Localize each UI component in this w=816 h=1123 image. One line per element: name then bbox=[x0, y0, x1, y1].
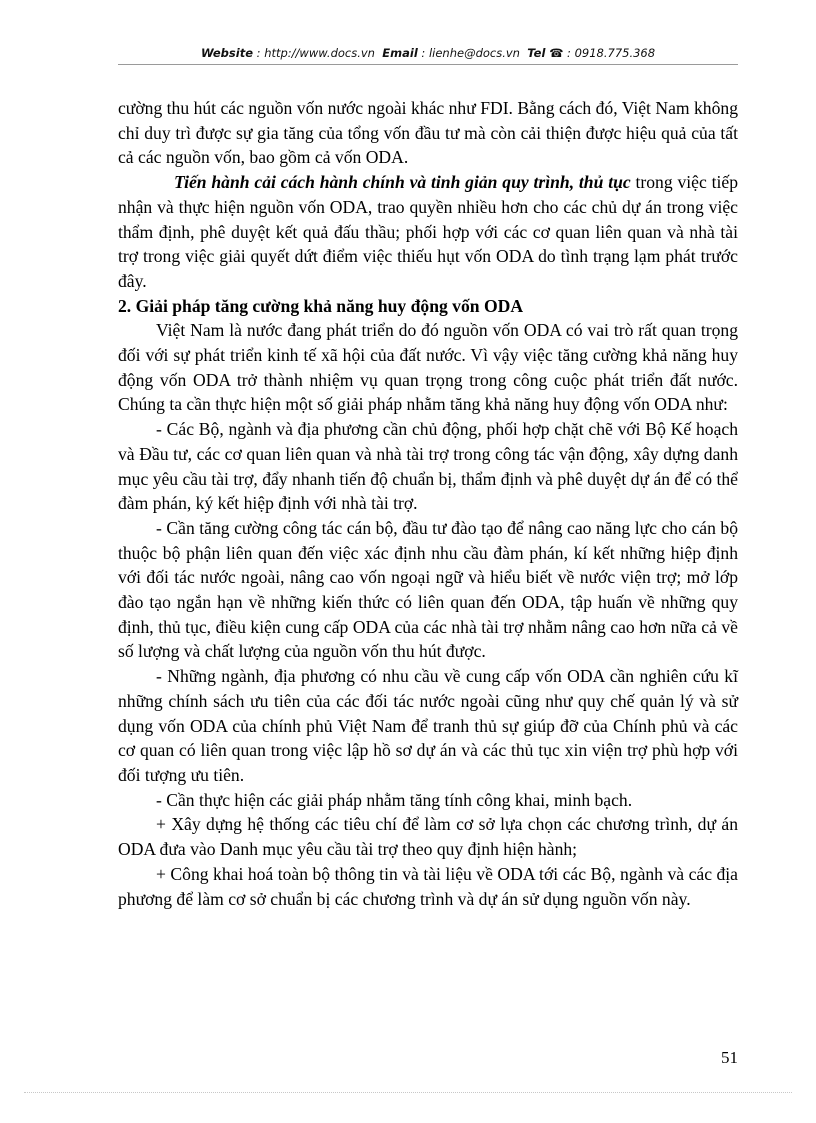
document-body bbox=[118, 96, 738, 911]
paragraph-8: + Xây dựng hệ thống các tiêu chí để làm cơ sở lựa chọn các chương trình, dự án ODA đưa vào Danh mục yêu cầu tài trợ theo quy định hiện hành; bbox=[118, 814, 738, 860]
paragraph-1: cường thu hút các nguồn vốn nước ngoài khác như FDI. Bằng cách đó, Việt Nam không chỉ duy trì được sự gia tăng của tổng vốn đầu tư mà còn cải thiện được hiệu quả của tất cả các nguồn vốn, bao gồm cả vốn ODA. bbox=[118, 98, 738, 168]
paragraph-9: + Công khai hoá toàn bộ thông tin và tài liệu về ODA tới các Bộ, ngành và các địa phương để làm cơ sở chuẩn bị các chương trình và dự án sử dụng nguồn vốn này. bbox=[118, 863, 738, 909]
section-heading: 2. Giải pháp tăng cường khả năng huy động vốn ODA bbox=[118, 295, 524, 316]
header-divider bbox=[118, 64, 738, 65]
page-number: 51 bbox=[721, 1048, 738, 1067]
website-label: Website bbox=[200, 46, 254, 60]
footer-divider bbox=[24, 1092, 792, 1093]
tel-value: : 0918.775.368 bbox=[567, 46, 656, 60]
email-label: Email bbox=[382, 46, 418, 60]
website-value: : http://www.docs.vn bbox=[256, 46, 375, 60]
paragraph-2-emphasis: Tiến hành cải cách hành chính và tinh giản quy trình, thủ tục bbox=[174, 172, 631, 193]
page-header bbox=[118, 46, 738, 60]
phone-icon: ☎ bbox=[549, 46, 564, 60]
paragraph-4: - Các Bộ, ngành và địa phương cần chủ động, phối hợp chặt chẽ với Bộ Kế hoạch và Đầu tư, các cơ quan liên quan và nhà tài trợ trong công tác vận động, xây dựng danh mục yêu cầu tài trợ, đẩy nhanh tiến độ chuẩn bị, thẩm định và phê duyệt dự án để có thể đàm phán, ký kết hiệp định với nhà tài trợ. bbox=[118, 419, 738, 514]
paragraph-7: - Cần thực hiện các giải pháp nhằm tăng tính công khai, minh bạch. bbox=[156, 789, 633, 810]
paragraph-5: - Cần tăng cường công tác cán bộ, đầu tư đào tạo để nâng cao năng lực cho cán bộ thuộc bộ phận liên quan đến việc xác định nhu cầu đàm phán, kí kết những hiệp định với đối tác nước ngoài, nâng cao vốn ngoại ngữ và hiểu biết về nước viện trợ; mở lớp đào tạo ngắn hạn về những kiến thức có liên quan đến ODA, tập huấn về những quy định, thủ tục, điều kiện cung cấp ODA của các nhà tài trợ nhằm nâng cao hơn nữa cả về số lượng và chất lượng của nguồn vốn thu hút được. bbox=[118, 517, 738, 662]
paragraph-2-text: trong việc tiếp nhận và thực hiện nguồn vốn ODA, trao quyền nhiều hơn cho các chủ dự án trong việc thẩm định, phê duyệt kết quả đấu thầu; phối hợp với các cơ quan liên quan và nhà tài trợ trong việc giải quyết dứt điểm việc thiếu hụt vốn ODA do tình trạng lạm phát trước đây. bbox=[118, 172, 738, 291]
paragraph-2 bbox=[118, 170, 738, 294]
paragraph-6: - Những ngành, địa phương có nhu cầu về cung cấp vốn ODA cần nghiên cứu kĩ những chính sách ưu tiên của các đối tác nước ngoài cũng như quy chế quản lý và sử dụng vốn ODA của chính phủ Việt Nam để tranh thủ sự giúp đỡ của Chính phủ và các cơ quan có liên quan trong việc lập hồ sơ dự án và các thủ tục xin viện trợ phù hợp với đối tượng ưu tiên. bbox=[118, 666, 738, 785]
paragraph-3: Việt Nam là nước đang phát triển do đó nguồn vốn ODA có vai trò rất quan trọng đối với sự phát triển kinh tế xã hội của đất nước. Vì vậy việc tăng cường khả năng huy động vốn ODA trở thành nhiệm vụ quan trọng trong công cuộc phát triển đất nước. Chúng ta cần thực hiện một số giải pháp nhằm tăng khả năng huy động vốn ODA như: bbox=[118, 320, 738, 415]
tel-label: Tel bbox=[527, 46, 546, 60]
email-value: : lienhe@docs.vn bbox=[421, 46, 520, 60]
